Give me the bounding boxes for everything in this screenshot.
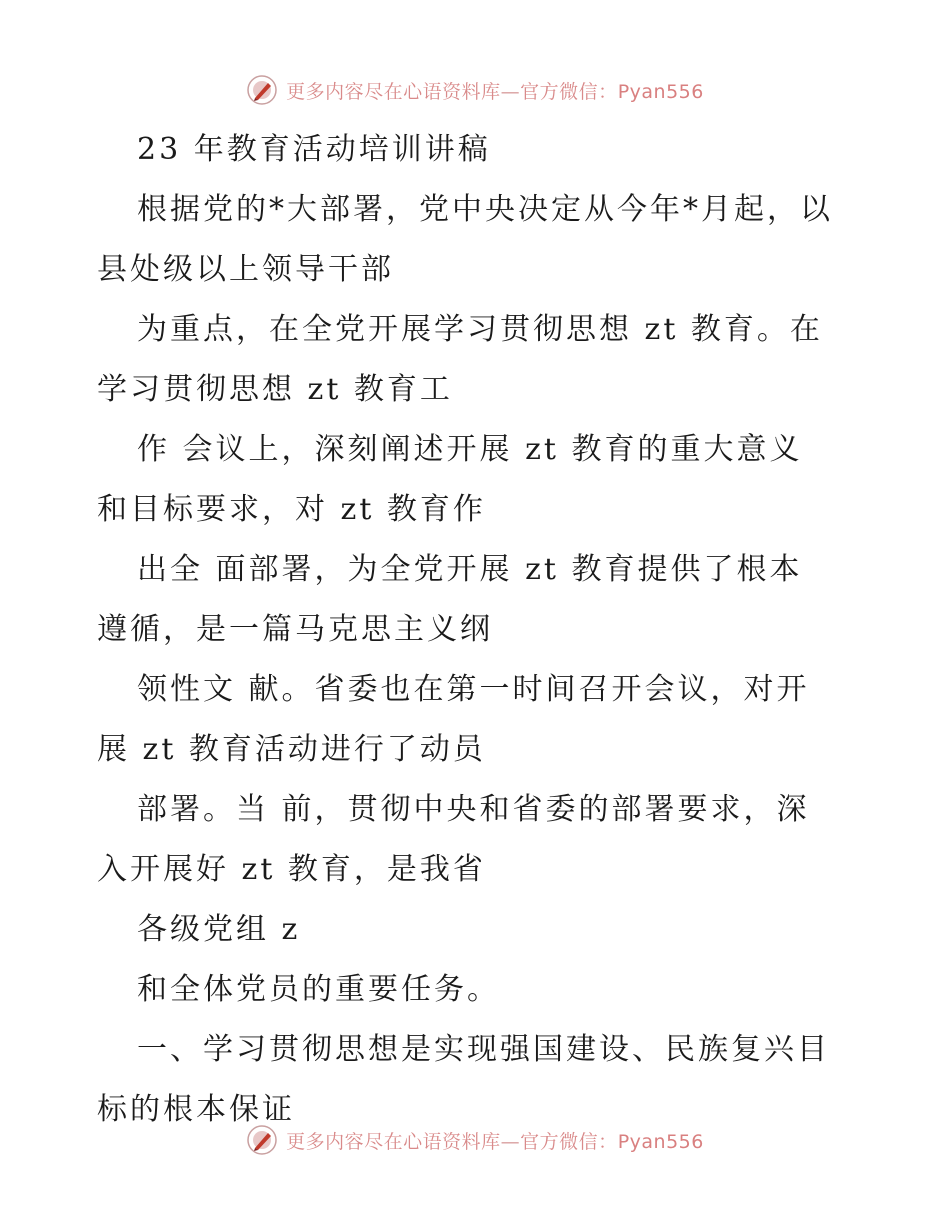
watermark-main: 更多内容尽在心语资料库: [286, 80, 501, 103]
watermark-wechat-id: Pyan556: [617, 1130, 704, 1153]
watermark-main: 更多内容尽在心语资料库: [286, 1130, 501, 1153]
document-body: [97, 120, 857, 1140]
text-line: 展 zt 教育活动进行了动员: [97, 732, 486, 767]
watermark-label: 官方微信：: [520, 1130, 618, 1153]
text-line: 出全 面部署，为全党开展 zt 教育提供了根本: [137, 552, 803, 587]
text-line: 入开展好 zt 教育，是我省: [97, 852, 486, 887]
text-line: 领性文 献。省委也在第一时间召开会议，对开: [137, 672, 810, 707]
text-line: 标的根本保证: [97, 1092, 295, 1127]
watermark-dash: —: [500, 80, 521, 103]
text-line: 县处级以上领导干部: [97, 252, 394, 287]
watermark-text: [286, 77, 704, 104]
pen-logo-icon: [246, 74, 278, 106]
text-line: 23 年教育活动培训讲稿: [137, 132, 491, 167]
text-line: 和全体党员的重要任务。: [137, 972, 500, 1007]
text-line: 为重点，在全党开展学习贯彻思想 zt 教育。在: [137, 312, 823, 347]
watermark-dash: —: [500, 1130, 521, 1153]
header-watermark: [0, 70, 950, 110]
text-line: 作 会议上，深刻阐述开展 zt 教育的重大意义: [137, 432, 803, 467]
text-line: 遵循，是一篇马克思主义纲: [97, 612, 493, 647]
text-line: 和目标要求，对 zt 教育作: [97, 492, 486, 527]
text-line: 根据党的*大部署，党中央决定从今年*月起，以: [137, 192, 833, 227]
watermark-wechat-id: Pyan556: [617, 80, 704, 103]
footer-watermark: [0, 1120, 950, 1160]
pen-logo-icon: [246, 1124, 278, 1156]
text-line: 学习贯彻思想 zt 教育工: [97, 372, 453, 407]
text-line: 一、学习贯彻思想是实现强国建设、民族复兴目: [137, 1032, 830, 1067]
watermark-text: [286, 1127, 704, 1154]
watermark-label: 官方微信：: [520, 80, 618, 103]
text-line: 部署。当 前，贯彻中央和省委的部署要求，深: [137, 792, 810, 827]
text-line: 各级党组 z: [137, 912, 301, 947]
